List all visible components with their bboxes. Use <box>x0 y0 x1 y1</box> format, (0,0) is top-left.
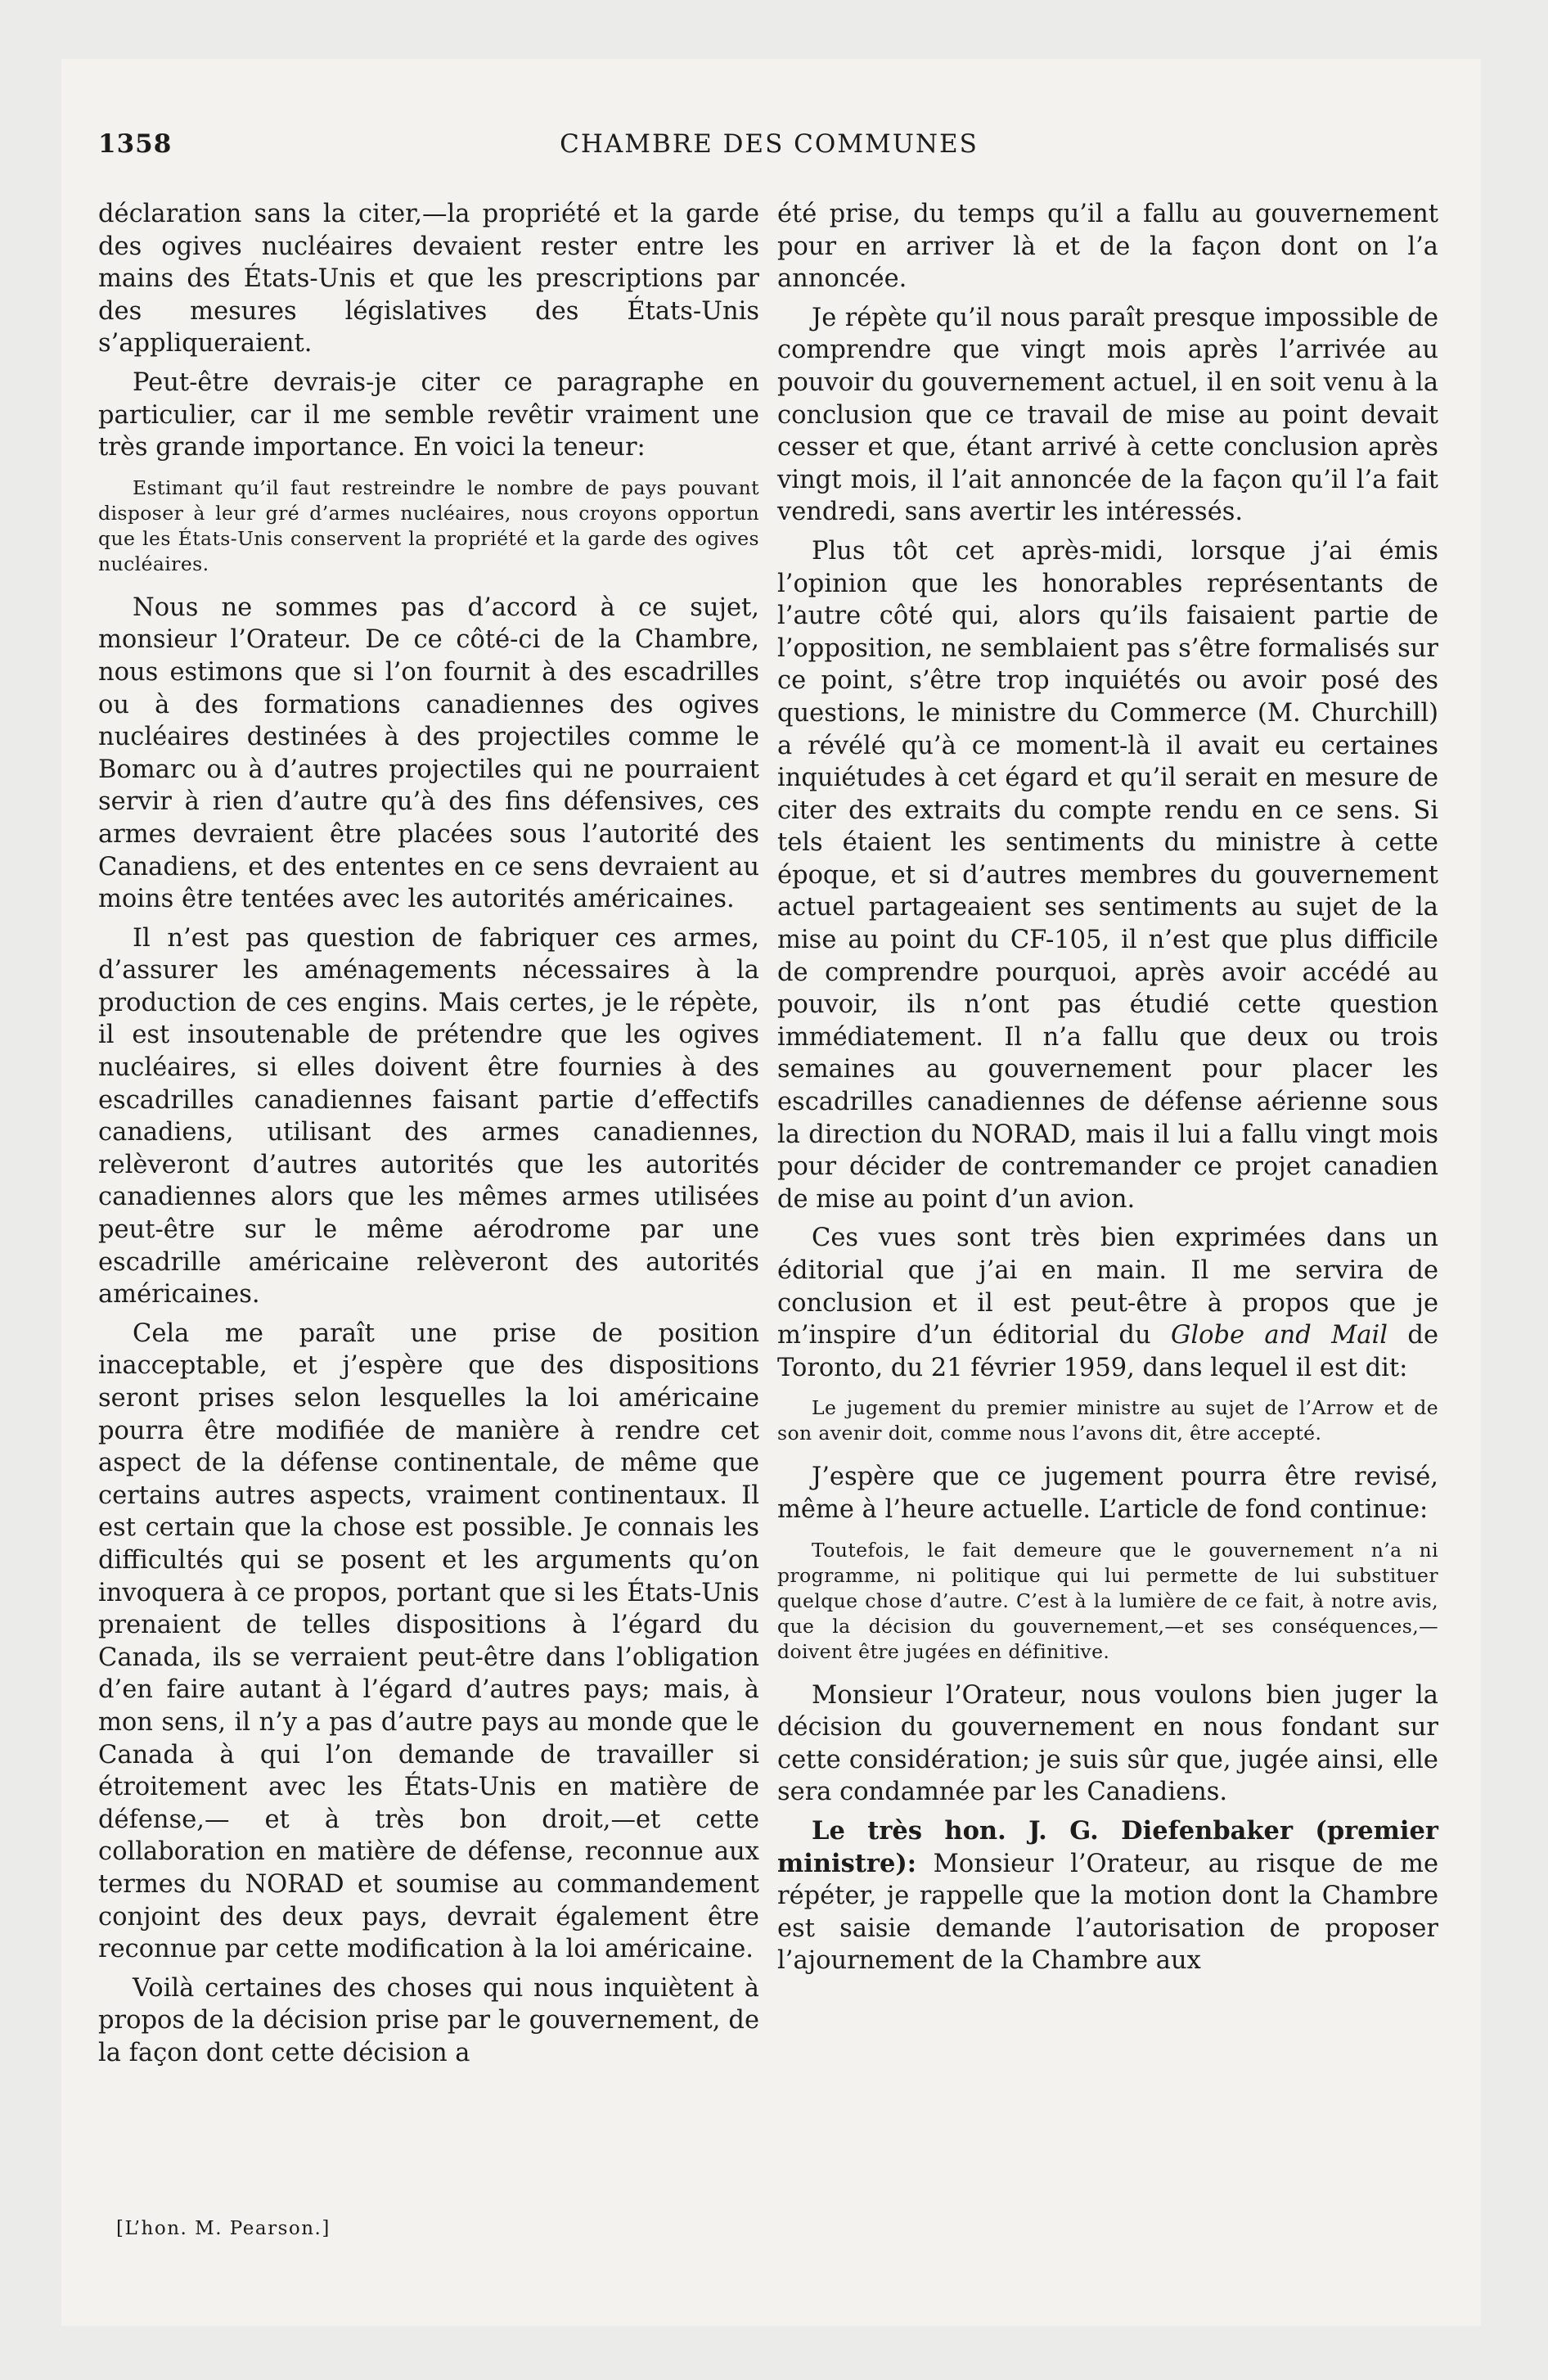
paragraph: Nous ne sommes pas d’accord à ce sujet, monsieur l’Orateur. De ce côté-ci de la Chambre, nous estimons que si l’on fournit à des escadrilles ou à des formations canadiennes des ogives nucléaires destinées à des projectiles comme le Bomarc ou à d’autres projectiles qui ne pourraient servir à rien d’autre qu’à des fins défensives, ces armes devraient être placées sous l’autorité des Canadiens, et des ententes en ce sens devraient au moins être tentées avec les autorités américaines. <box>98 593 759 914</box>
newspaper-title: Globe and Mail <box>1170 1321 1388 1350</box>
paragraph-text: Ces vues sont très bien exprimées dans un éditorial que j’ai en main. Il me servira de conclusion et il est peut-être à propos que je m’inspire d’un éditorial du <box>777 1224 1438 1350</box>
paragraph: déclaration sans la citer,—la propriété et la garde des ogives nucléaires devaient rester entre les mains des États-Unis et que les prescriptions par des mesures législatives des États-Unis s’appliqueraient. <box>98 200 759 358</box>
paragraph: Il n’est pas question de fabriquer ces armes, d’assurer les aménagements nécessaires à la production de ces engins. Mais certes, je le répète, il est insoutenable de prétendre que les ogives nucléaires, si elles doivent être fournies à des escadrilles canadiennes faisant partie d’effectifs canadiens, utilisant des armes canadiennes, relèveront d’autres autorités que les autorités canadiennes alors que les mêmes armes utilisées peut-être sur le même aérodrome par une escadrille américaine relèveront des autorités américaines. <box>98 923 759 1309</box>
paragraph-text: Monsieur l’Orateur, au risque de me répéter, je rappelle que la motion dont la Chambre est saisie demande l’autorisation de proposer l’ajournement de la Chambre aux <box>777 1849 1438 1976</box>
paragraph <box>777 1815 1438 1977</box>
paragraph: Peut-être devrais-je citer ce paragraphe en particulier, car il me semble revêtir vraiment une très grande importance. En voici la teneur: <box>98 367 759 462</box>
paragraph: J’espère que ce jugement pourra être revisé, même à l’heure actuelle. L’article de fond continue: <box>777 1463 1438 1524</box>
paragraph: Plus tôt cet après-midi, lorsque j’ai émis l’opinion que les honorables représentants de l’autre côté qui, alors qu’ils faisaient partie de l’opposition, ne semblaient pas s’être formalisés sur ce point, s’être trop inquiétés ou avoir posé des questions, le ministre du Commerce (M. Churchill) a révélé qu’à ce moment-là il avait eu certaines inquiétudes à cet égard et qu’il serait en mesure de citer des extraits du compte rendu en ce sens. Si tels étaient les sentiments du ministre à cette époque, et si d’autres membres du gouvernement actuel partageaient ses sentiments au sujet de la mise au point du CF-105, il n’est que plus difficile de comprendre pourquoi, après avoir accédé au pouvoir, ils n’ont pas étudié cette question immédiatement. Il n’a fallu que deux ou trois semaines au gouvernement pour placer les escadrilles canadiennes de défense aérienne sous la direction du NORAD, mais il lui a fallu vingt mois pour décider de contremander ce projet canadien de mise au point d’un avion. <box>777 536 1438 1214</box>
running-title: CHAMBRE DES COMMUNES <box>560 129 979 159</box>
paragraph: été prise, du temps qu’il a fallu au gouvernement pour en arriver là et de la façon dont on l’a annoncée. <box>777 200 1438 294</box>
footer-attribution: [L’hon. M. Pearson.] <box>116 2218 331 2239</box>
block-quote: Toutefois, le fait demeure que le gouvernement n’a ni programme, ni politique qui lui permette de lui substituer quelque chose d’autre. C’est à la lumière de ce fait, à notre avis, que la décision du gouvernement,—et ses conséquences,—doivent être jugées en définitive. <box>777 1538 1438 1663</box>
block-quote: Estimant qu’il faut restreindre le nombre de pays pouvant disposer à leur gré d’armes nucléaires, nous croyons opportun que les États-Unis conservent la propriété et la garde des ogives nucléaires. <box>98 476 759 575</box>
paragraph: Cela me paraît une prise de position inacceptable, et j’espère que des dispositions seront prises selon lesquelles la loi américaine pourra être modifiée de manière à rendre cet aspect de la défense continentale, de même que certains autres aspects, vraiment continentaux. Il est certain que la chose est possible. Je connais les difficultés qui se posent et les arguments qu’on invoquera à ce propos, portant que si les États-Unis prenaient de telles dispositions à l’égard du Canada, ils se verraient peut-être dans l’obligation d’en faire autant à l’égard d’autres pays; mais, à mon sens, il n’y a pas d’autre pays au monde que le Canada à qui l’on demande de travailler si étroitement avec les États-Unis en matière de défense,— et à très bon droit,—et cette collaboration en matière de défense, reconnue aux termes du NORAD et soumise au commandement conjoint des deux pays, devrait également être reconnue par cette modification à la loi américaine. <box>98 1318 759 1964</box>
paragraph <box>777 1222 1438 1384</box>
paragraph: Je répète qu’il nous paraît presque impossible de comprendre que vingt mois après l’arrivée au pouvoir du gouvernement actuel, il en soit venu à la conclusion que ce travail de mise au point devait cesser et que, étant arrivé à cette conclusion après vingt mois, il l’ait annoncée de la façon qu’il l’a fait vendredi, sans avertir les intéressés. <box>777 303 1438 527</box>
block-quote: Le jugement du premier ministre au sujet de l’Arrow et de son avenir doit, comme nous l’avons dit, être accepté. <box>777 1396 1438 1445</box>
page-header <box>98 129 1440 170</box>
paragraph: Voilà certaines des choses qui nous inquiètent à propos de la décision prise par le gouvernement, de la façon dont cette décision a <box>98 1973 759 2067</box>
paragraph-text: de Toronto, du 21 février 1959, dans lequel il est dit: <box>777 1321 1438 1382</box>
paragraph: Monsieur l’Orateur, nous voulons bien juger la décision du gouvernement en nous fondant sur cette considération; je suis sûr que, jugée ainsi, elle sera condamnée par les Canadiens. <box>777 1680 1438 1807</box>
right-column <box>777 198 1438 1984</box>
speaker-name: Le très hon. J. G. Diefenbaker (premier ministre): <box>777 1815 1438 1878</box>
page-number: 1358 <box>98 129 173 159</box>
left-column <box>98 198 759 2076</box>
